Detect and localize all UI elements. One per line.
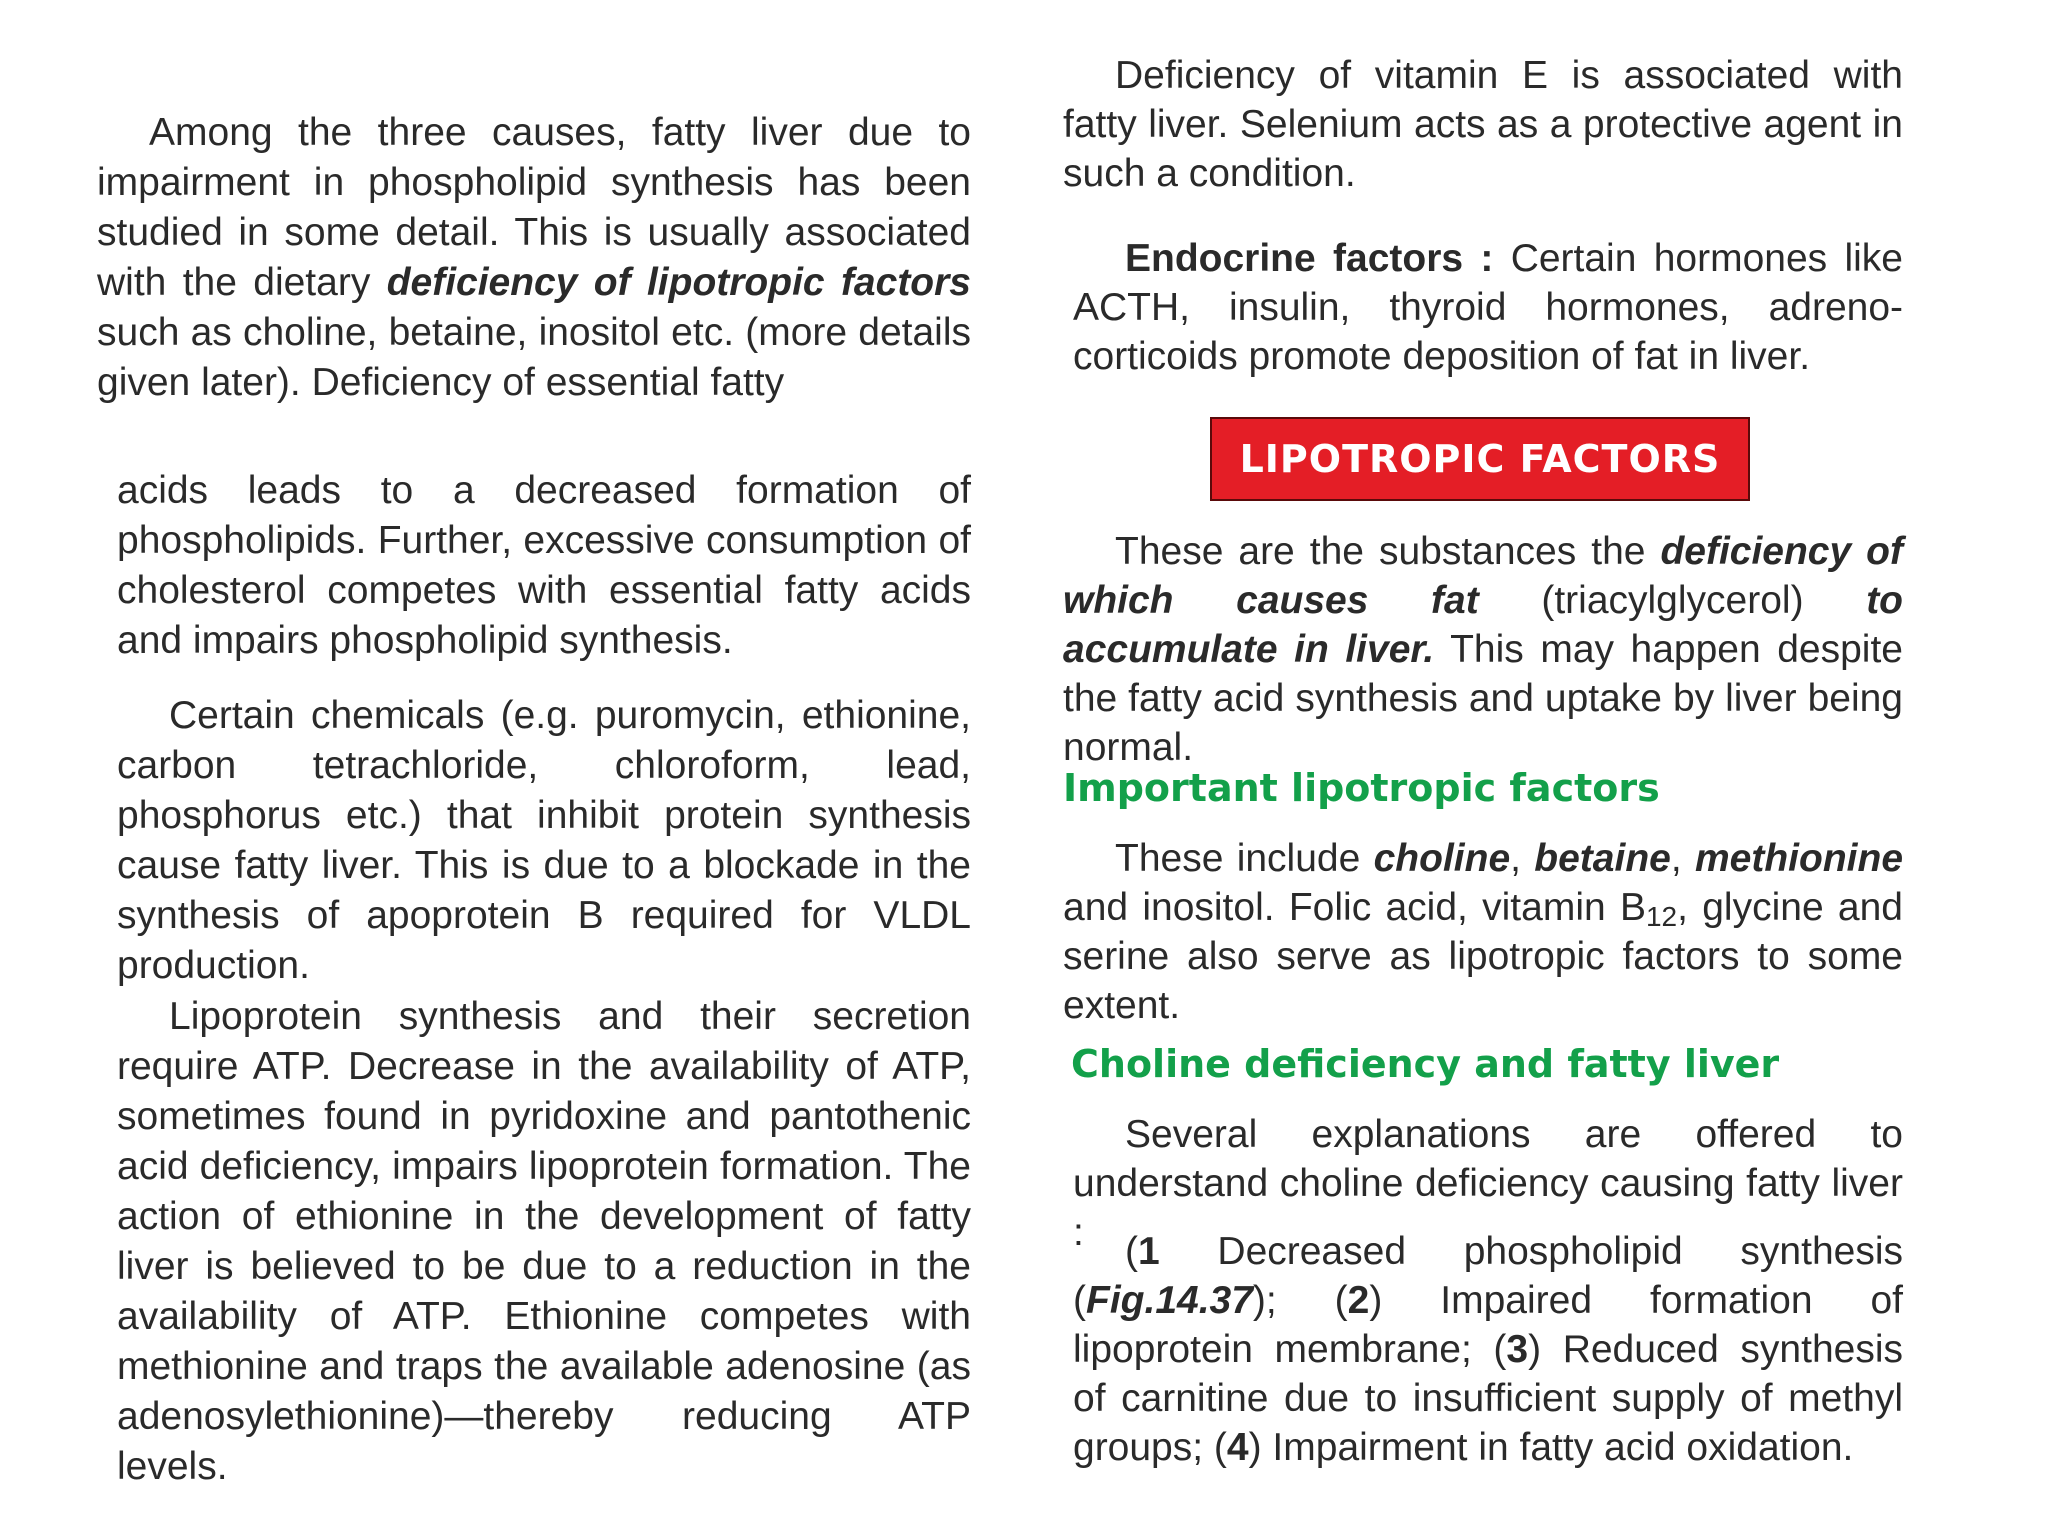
figure-reference: Fig.14.37 xyxy=(1086,1279,1253,1322)
endocrine-label: Endocrine factors : xyxy=(1125,237,1494,280)
section-banner-lipotropic-factors: LIPOTROPIC FACTORS xyxy=(1210,417,1750,501)
heading-important-lipotropic-factors: Important lipotropic factors xyxy=(1063,766,1660,810)
right-paragraph-definition: These are the substances the deficiency of which causes fat (triacylglycerol) to accumulate in liver. This may happen despite the fatty acid synthesis and uptake by liver being normal. xyxy=(1063,530,1903,769)
left-paragraph-4: Lipoprotein synthesis and their secretion require ATP. Decrease in the availability of ATP, sometimes found in pyridoxine and pantothenic acid deficiency, impairs lipoprotein formation. The action of ethionine in the development of fatty liver is believed to be due to a reduction in the availability of ATP. Ethionine competes with methionine and traps the available adenosine (as adenosylethionine)—thereby reducing ATP levels. xyxy=(117,995,971,1488)
left-paragraph-3: Certain chemicals (e.g. puromycin, ethionine, carbon tetrachloride, chloroform, lead, phosphorus etc.) that inhibit protein synthesis cause fatty liver. This is due to a blockade in the synthesis of apoprotein B required for VLDL production. xyxy=(117,694,971,987)
right-paragraph-enumerated-causes: (1 Decreased phospholipid synthesis (Fig.14.37); (2) Impaired formation of lipoprotein membrane; (3) Reduced synthesis of carnitine due to insufficient supply of methyl groups; (4) Impairment in fatty acid oxidation. xyxy=(1073,1230,1903,1469)
left-paragraph-2: acids leads to a decreased formation of phospholipids. Further, excessive consumption of cholesterol competes with essential fatty acids and impairs phospholipid synthesis. xyxy=(117,469,971,662)
right-paragraph-endocrine: Endocrine factors : Certain hormones like ACTH, insulin, thyroid hormones, adreno-corticoids promote deposition of fat in liver. xyxy=(1073,237,1903,378)
heading-choline-deficiency: Choline deficiency and fatty liver xyxy=(1071,1042,1780,1086)
right-paragraph-important-factors: These include choline, betaine, methionine and inositol. Folic acid, vitamin $B_{12}$, glycine and serine also serve as lipotropic factors to some extent. xyxy=(1063,837,1904,1027)
right-paragraph-explanations: Several explanations are offered to understand choline deficiency causing fatty liver : xyxy=(1073,1113,1903,1254)
right-paragraph-vitamin-e: Deficiency of vitamin E is associated with fatty liver. Selenium acts as a protective agent in such a condition. xyxy=(1063,54,1903,195)
left-paragraph-1: Among the three causes, fatty liver due to impairment in phospholipid synthesis has been studied in some detail. This is usually associated with the dietary deficiency of lipotropic factors such as choline, betaine, inositol etc. (more details given later). Deficiency of essential fatty xyxy=(97,111,971,404)
emphasis-lipotropic-deficiency: deficiency of lipotropic factors xyxy=(386,261,971,304)
